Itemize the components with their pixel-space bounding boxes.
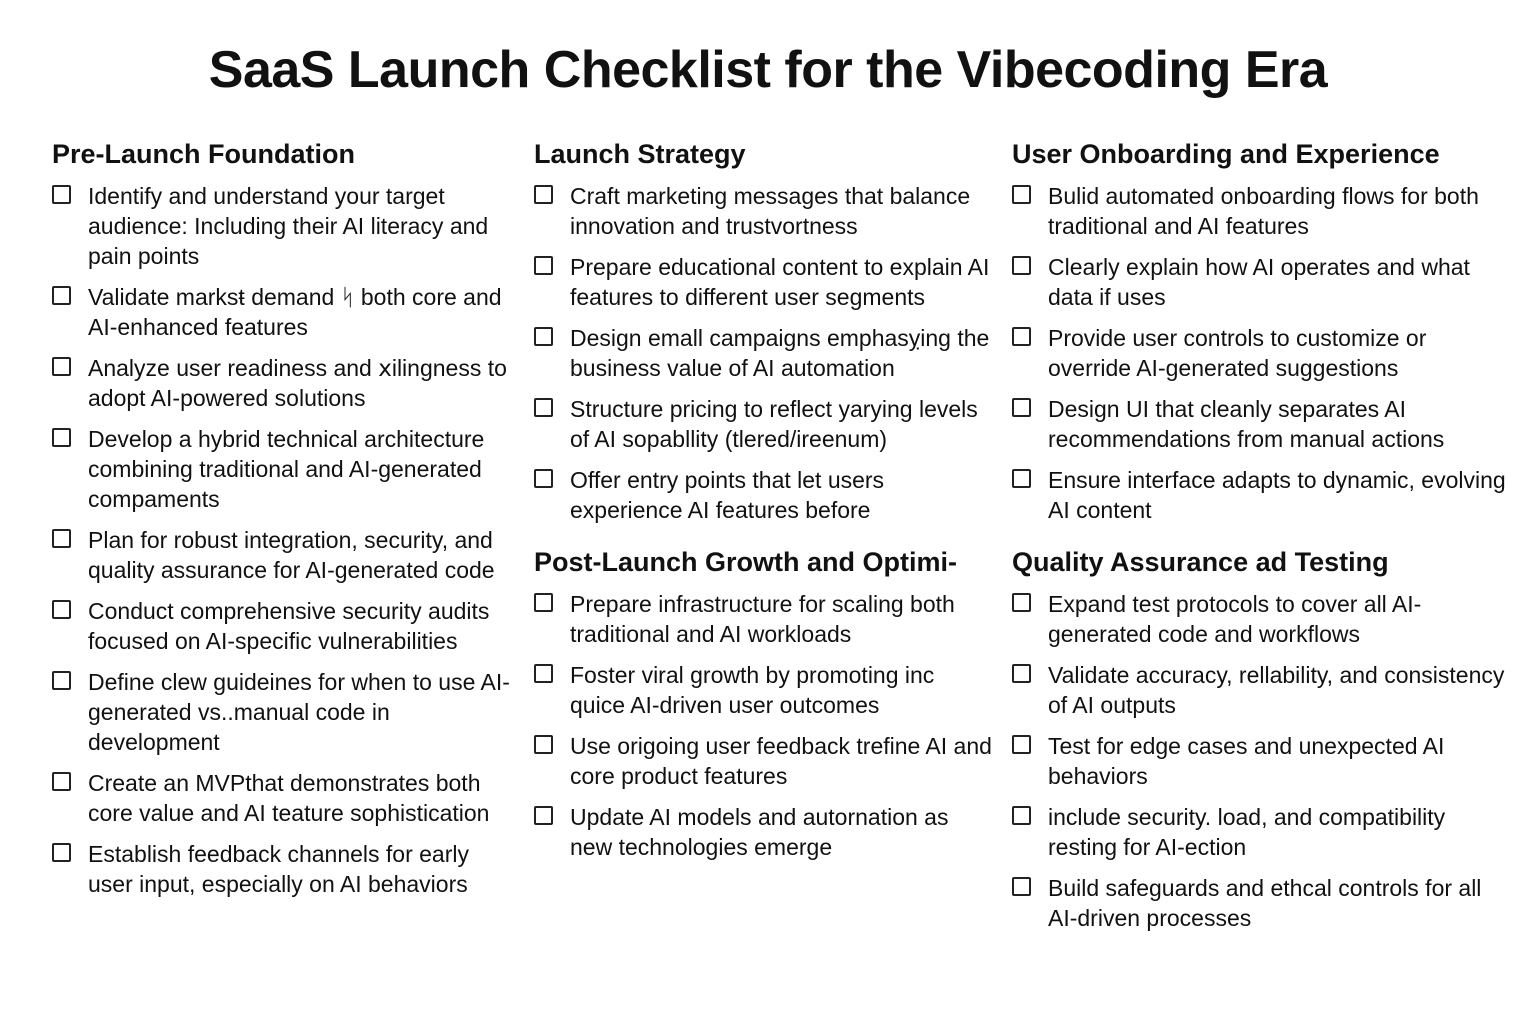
checklist-pre-launch [52,181,512,899]
checklist-item-text: Establish feedback channels for early user input, especially on AI behaviors [88,841,469,897]
checkbox[interactable] [52,600,71,619]
checkbox[interactable] [534,185,553,204]
section-heading-post-launch: Post-Launch Growth and Optimi- [534,547,957,577]
checklist-item[interactable] [1012,465,1512,525]
checklist-item[interactable] [1012,873,1512,933]
checkbox[interactable] [534,398,553,417]
checkbox[interactable] [534,327,553,346]
checklist-item[interactable] [52,768,512,828]
checkbox[interactable] [52,286,71,305]
checkbox[interactable] [534,469,553,488]
checkbox[interactable] [1012,664,1031,683]
checklist-item-text: Use origoing user feedback trefine AI and core product features [570,733,992,789]
checkbox[interactable] [534,256,553,275]
checklist-item[interactable] [534,323,994,383]
checklist-item[interactable] [52,424,512,514]
section-heading-launch-strategy: Launch Strategy [534,139,746,169]
checklist-item[interactable] [1012,252,1512,312]
checklist-item[interactable] [52,181,512,271]
checklist-item[interactable] [52,596,512,656]
checklist-item-text: Prepare educational content to explain AI features to different user segments [570,254,990,310]
page-title: SaaS Launch Checklist for the Vibecoding Era [208,41,1328,99]
section-heading-qa: Quality Assurance ad Testing [1012,547,1389,577]
checklist-item-text: Ensure interface adapts to dynamic, evolving AI content [1048,467,1506,523]
checkbox[interactable] [1012,256,1031,275]
checklist-item-text: Offer entry points that let users experience AI features before [570,467,885,523]
checklist-item[interactable] [534,731,994,791]
checklist-item-text: Analyze user readiness and ⅹilingness to adopt AI-powered solutions [88,355,507,411]
checklist-item[interactable] [534,802,994,862]
checkbox[interactable] [52,428,71,447]
checklist-item[interactable] [534,465,994,525]
checklist-item-text: Bulid automated onboarding flows for both traditional and AI features [1048,183,1479,239]
column-onboarding-qa [1012,137,1512,944]
checkbox[interactable] [534,735,553,754]
checkbox[interactable] [52,185,71,204]
checklist-item-text: Identify and understand your target audience: Including their AI literacy and pain points [88,183,489,269]
checklist-item-text: Design emall campaigns emphasỵing the business value of AI automation [570,325,990,381]
checklist-post-launch [534,589,994,862]
checklist-item[interactable] [52,667,512,757]
checklist-item[interactable] [1012,181,1512,241]
column-pre-launch [52,137,512,910]
checklist-item[interactable] [1012,802,1512,862]
checklist-item[interactable] [534,660,994,720]
checklist-item-text: Define clew guideines for when to use AI-generated vs..manual code in development [88,669,510,755]
checklist-item-text: Expand test protocols to cover all AI-generated code and workflows [1048,591,1422,647]
checklist-item[interactable] [534,589,994,649]
checklist-item-text: include security. load, and compatibility resting for AI-ection [1048,804,1446,860]
checklist-item[interactable] [52,525,512,585]
checklist-item[interactable] [1012,323,1512,383]
checklist-item[interactable] [1012,660,1512,720]
checkbox[interactable] [52,529,71,548]
section-heading-pre-launch: Pre-Launch Foundation [52,139,355,169]
checklist-item-text: Validate marksŧ demand ᛋ both core and AI-enhanced features [88,284,502,340]
checklist-item[interactable] [52,282,512,342]
checklist-item-text: Test for edge cases and unexpected AI behaviors [1048,733,1445,789]
checklist-item-text: Craft marketing messages that balance innovation and trustvortness [570,183,971,239]
checklist-item-text: Validate accuracy, rellability, and consistency of AI outputs [1048,662,1505,718]
checklist-item[interactable] [1012,731,1512,791]
checklist-item[interactable] [1012,589,1512,649]
checklist-item-text: Update AI models and autornation as new technologies emerge [570,804,949,860]
checkbox[interactable] [1012,806,1031,825]
column-launch [534,137,994,873]
checklist-item-text: Create an MVPthat demonstrates both core value and AI teature sophistication [88,770,490,826]
checklist-item-text: Foster viral growth by promoting inc quice AI-driven user outcomes [570,662,935,718]
checklist-item[interactable] [534,394,994,454]
checkbox[interactable] [1012,398,1031,417]
checkbox[interactable] [1012,877,1031,896]
checklist-item[interactable] [52,353,512,413]
checklist-item-text: Clearly explain how AI operates and what data if uses [1048,254,1470,310]
checkbox[interactable] [534,664,553,683]
checklist-item[interactable] [52,839,512,899]
checkbox[interactable] [1012,469,1031,488]
checklist-onboarding [1012,181,1512,525]
checklist-item-text: Prepare infrastructure for scaling both traditional and AI workloads [570,591,955,647]
checkbox[interactable] [52,772,71,791]
checklist-item-text: Provide user controls to customize or override AI-generated suggestions [1048,325,1427,381]
checklist-item-text: Design UI that cleanly separates AI recommendations from manual actions [1048,396,1445,452]
checklist-item-text: Build safeguards and ethcal controls for all AI-driven processes [1048,875,1482,931]
checkbox[interactable] [1012,593,1031,612]
checklist-item[interactable] [534,252,994,312]
checkbox[interactable] [52,357,71,376]
checkbox[interactable] [1012,327,1031,346]
checklist-item[interactable] [1012,394,1512,454]
checkbox[interactable] [1012,185,1031,204]
checklist-item-text: Plan for robust integration, security, and quality assurance for AI-generated code [88,527,495,583]
checklist-qa [1012,589,1512,933]
checklist-launch-strategy [534,181,994,525]
section-heading-onboarding: User Onboarding and Experience [1012,139,1440,169]
checkbox[interactable] [52,671,71,690]
checkbox[interactable] [534,806,553,825]
checkbox[interactable] [52,843,71,862]
checkbox[interactable] [1012,735,1031,754]
checklist-item-text: Conduct comprehensive security audits focused on AI-specific vulnerabilities [88,598,490,654]
checklist-item[interactable] [534,181,994,241]
checkbox[interactable] [534,593,553,612]
checklist-item-text: Develop a hybrid technical architecture combining traditional and AI-generated compaments [88,426,485,512]
checklist-item-text: Structure pricing to reflect yarying levels of AI sopabllity (tlered/ireenum) [570,396,978,452]
